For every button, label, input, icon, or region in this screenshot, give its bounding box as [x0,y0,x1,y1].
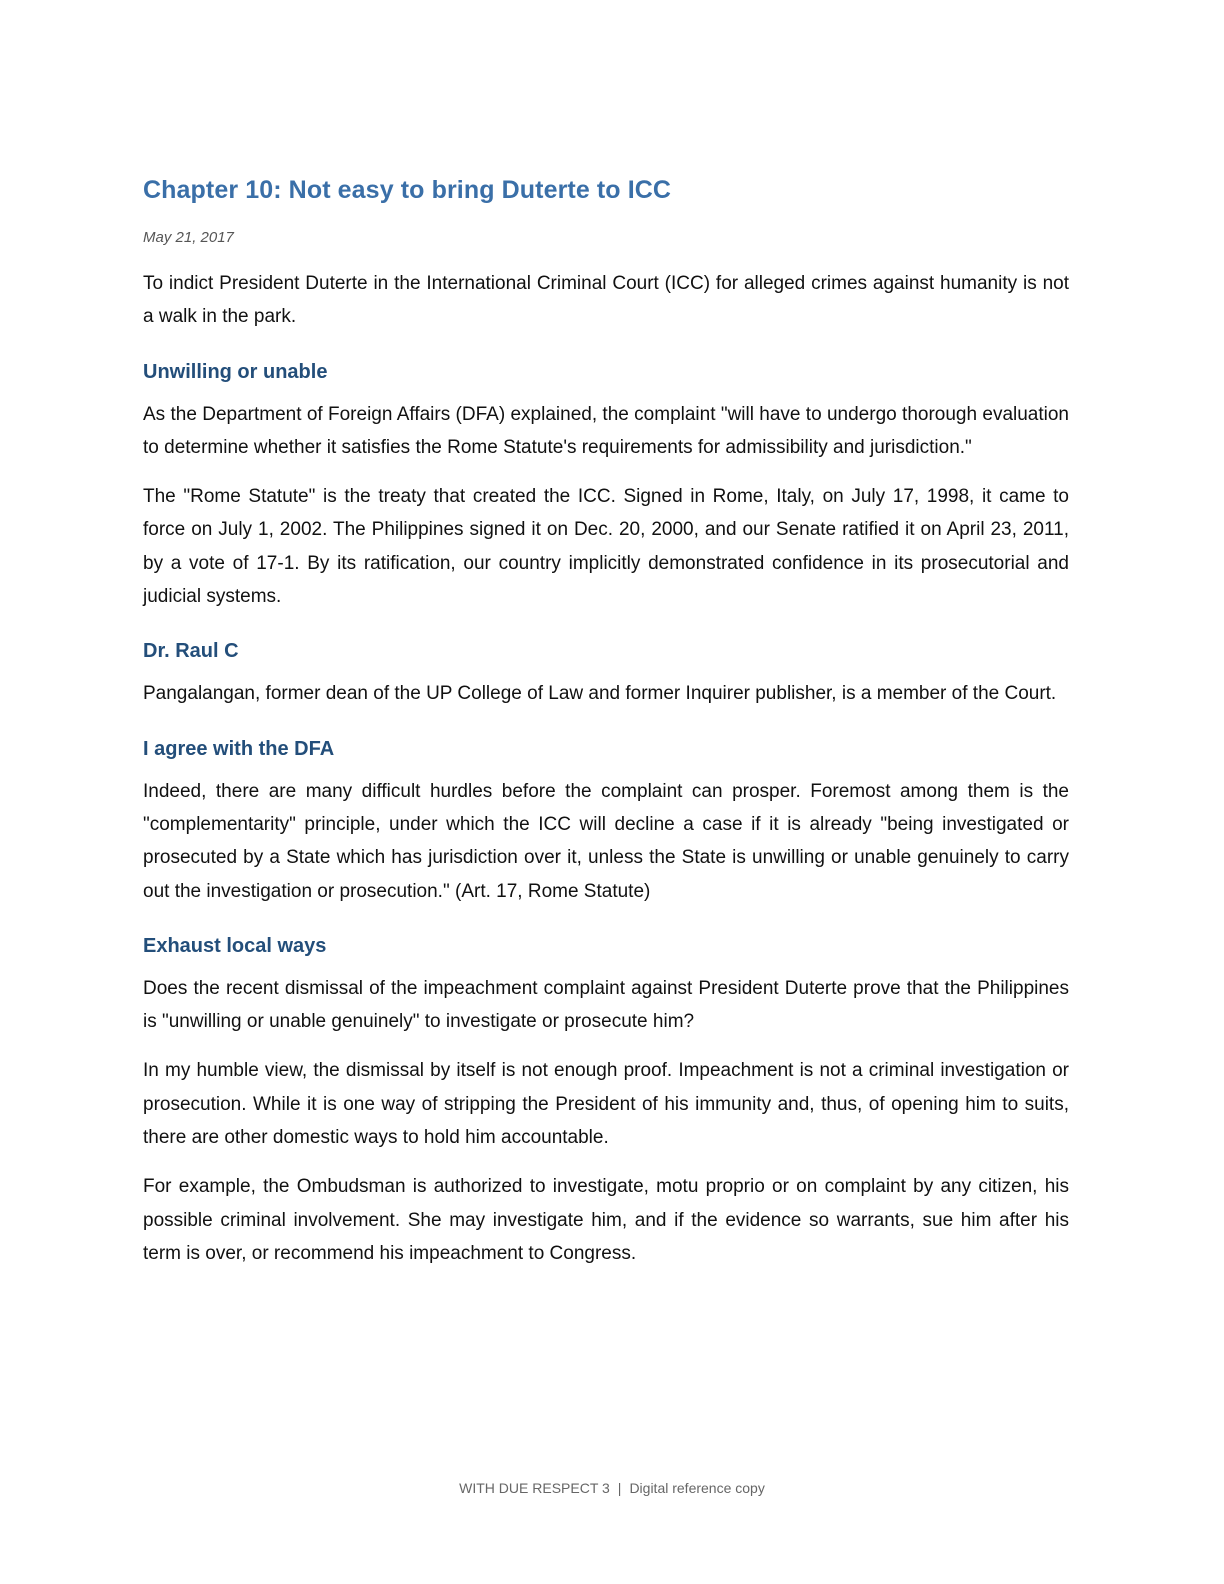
document-page [143,172,1069,1270]
section-heading-i-agree-with-the-dfa: I agree with the DFA [143,737,335,760]
body-paragraph: The "Rome Statute" is the treaty that created the ICC. Signed in Rome, Italy, on July 17, 1998, it came to force on July 1, 2002. The Philippines signed it on Dec. 20, 2000, and our Senate ratified it on April 23, 2011, by a vote of 17-1. By its ratification, our country implicitly demonstrated confidence in its prosecutorial and judicial systems. [143,486,1069,608]
chapter-title: Chapter 10: Not easy to bring Duterte to ICC [143,176,672,204]
section-heading-exhaust-local-ways: Exhaust local ways [143,934,327,957]
body-paragraph: As the Department of Foreign Affairs (DFA) explained, the complaint "will have to undergo thorough evaluation to determine whether it satisfies the Rome Statute's requirements for admissibility and jurisdiction." [143,403,1069,458]
intro-paragraph: To indict President Duterte in the International Criminal Court (ICC) for alleged crimes against humanity is not a walk in the park. [143,273,1069,328]
page-footer [0,1478,1224,1498]
footer-separator: | [617,1480,622,1496]
footer-note: Digital reference copy [629,1480,765,1496]
section-heading-unwilling-or-unable: Unwilling or unable [143,360,328,383]
footer-book-title: WITH DUE RESPECT 3 [459,1480,610,1496]
publication-date: May 21, 2017 [143,229,234,246]
body-paragraph: Pangalangan, former dean of the UP College of Law and former Inquirer publisher, is a member of the Court. [143,683,1057,705]
body-paragraph: Does the recent dismissal of the impeachment complaint against President Duterte prove that the Philippines is "unwilling or unable genuinely" to investigate or prosecute him? [143,977,1069,1033]
section-heading-dr-raul-c: Dr. Raul C [143,640,239,663]
body-paragraph: Indeed, there are many difficult hurdles before the complaint can prosper. Foremost among them is the "complementarity" principle, under which the ICC will decline a case if it is already "being investigated or prosecuted by a State which has jurisdiction over it, unless the State is unwilling or unable genuinely to carry out the investigation or prosecution." (Art. 17, Rome Statute) [143,780,1069,902]
body-paragraph: For example, the Ombudsman is authorized to investigate, motu proprio or on complaint by any citizen, his possible criminal involvement. She may investigate him, and if the evidence so warrants, sue him after his term is over, or recommend his impeachment to Congress. [143,1176,1069,1264]
body-paragraph: In my humble view, the dismissal by itself is not enough proof. Impeachment is not a criminal investigation or prosecution. While it is one way of stripping the President of his immunity and, thus, of opening him to suits, there are other domestic ways to hold him accountable. [143,1060,1069,1149]
